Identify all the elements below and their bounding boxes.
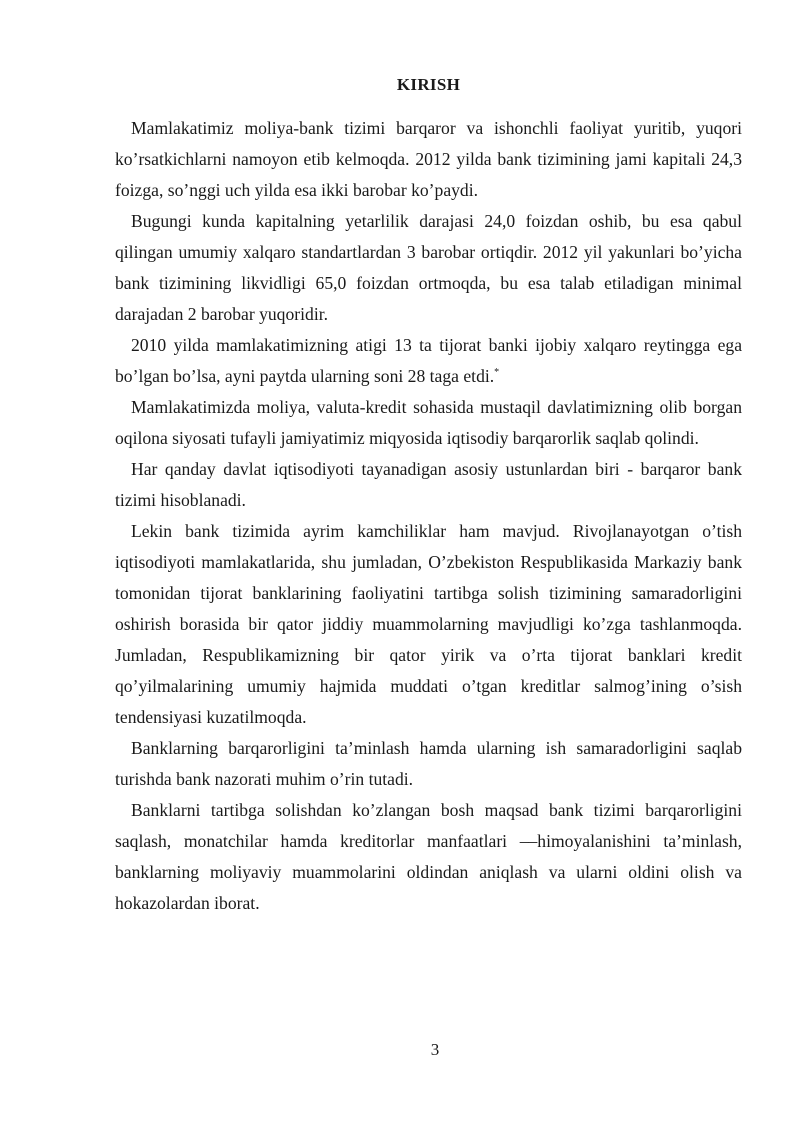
paragraph-text: 2010 yilda mamlakatimizning atigi 13 ta tijorat banki ijobiy xalqaro reytingga ega bo’lgan bo’lsa, ayni paytda ularning soni 28 taga etdi. xyxy=(115,335,742,386)
paragraph-2 xyxy=(115,206,742,330)
paragraph-text: Banklarni tartibga solishdan ko’zlangan bosh maqsad bank tizimi barqarorligini saqlash, monatchilar hamda kreditorlar manfaatlari ––himoyalanishini ta’minlash, banklarning moliyaviy muammolarini oldindan aniqlash va ularni oldini olish va hokazolardan iborat. xyxy=(115,800,742,913)
paragraph-text: Banklarning barqarorligini ta’minlash hamda ularning ish samaradorligini saqlab turishda bank nazorati muhim o’rin tutadi. xyxy=(115,738,742,789)
paragraph-text: Har qanday davlat iqtisodiyoti tayanadigan asosiy ustunlardan biri - barqaror bank tizimi hisoblanadi. xyxy=(115,459,742,510)
paragraph-3 xyxy=(115,330,742,392)
page-title: KIRISH xyxy=(396,75,461,94)
paragraph-5 xyxy=(115,454,742,516)
paragraph-text: Bugungi kunda kapitalning yetarlilik darajasi 24,0 foizdan oshib, bu esa qabul qilingan umumiy xalqaro standartlardan 3 barobar ortiqdir. 2012 yil yakunlari bo’yicha bank tizimining likvidligi 65,0 foizdan ortmoqda, bu esa talab etiladigan minimal darajadan 2 barobar yuqoridir. xyxy=(115,211,742,324)
body-text xyxy=(115,113,742,919)
paragraph-text: Mamlakatimizda moliya, valuta-kredit sohasida mustaqil davlatimizning olib borgan oqilona siyosati tufayli jamiyatimiz miqyosida iqtisodiy barqarorlik saqlab qolindi. xyxy=(115,397,742,448)
paragraph-4 xyxy=(115,392,742,454)
paragraph-6 xyxy=(115,516,742,733)
footnote-mark: * xyxy=(494,367,500,378)
page-number: 3 xyxy=(430,1040,440,1059)
paragraph-1 xyxy=(115,113,742,206)
paragraph-8 xyxy=(115,795,742,919)
paragraph-text: Mamlakatimiz moliya-bank tizimi barqaror va ishonchli faoliyat yuritib, yuqori ko’rsatkichlarni namoyon etib kelmoqda. 2012 yilda bank tizimining jami kapitali 24,3 foizga, so’nggi uch yilda esa ikki barobar ko’paydi. xyxy=(115,118,742,200)
paragraph-text: Lekin bank tizimida ayrim kamchiliklar ham mavjud. Rivojlanayotgan o’tish iqtisodiyoti mamlakatlarida, shu jumladan, O’zbekiston Respublikasida Markaziy bank tomonidan tijorat banklarining faoliyatini tartibga solish tizimining samaradorligini oshirish borasida bir qator jiddiy muammolarning mavjudligi ko’zga tashlanmoqda. Jumladan, Respublikamizning bir qator yirik va o’rta tijorat banklari kredit qo’yilmalarining umumiy hajmida muddati o’tgan kreditlar salmog’ining o’sish tendensiyasi kuzatilmoqda. xyxy=(115,521,742,727)
paragraph-7 xyxy=(115,733,742,795)
